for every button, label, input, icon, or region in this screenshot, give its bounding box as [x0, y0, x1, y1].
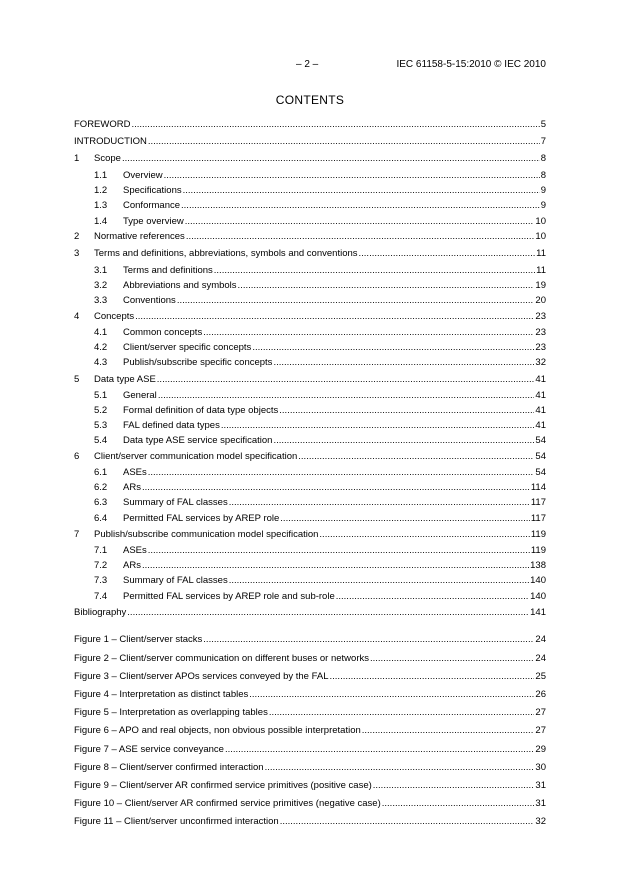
toc-entry-page: 5	[540, 119, 546, 130]
toc-entry-label: ASEs	[123, 467, 147, 478]
toc-entry[interactable]	[74, 545, 546, 556]
figure-entry-page: 29	[535, 744, 546, 755]
toc-entry-page: 119	[530, 545, 546, 556]
toc-entry[interactable]	[74, 607, 546, 618]
dot-leader	[273, 357, 534, 368]
dot-leader	[280, 513, 530, 524]
dot-leader	[269, 707, 535, 718]
dot-leader	[185, 216, 535, 227]
toc-entry-number: 3	[74, 248, 80, 259]
toc-entry-page: 114	[530, 482, 546, 493]
dot-leader	[280, 816, 535, 827]
dot-leader	[148, 467, 535, 478]
toc-entry-page: 23	[535, 327, 546, 338]
toc-entry-label: Permitted FAL services by AREP role	[123, 513, 280, 524]
figure-entry-page: 27	[535, 707, 546, 718]
toc-entry-number: 1.4	[94, 216, 108, 227]
dot-leader	[142, 560, 529, 571]
contents-title: CONTENTS	[275, 93, 345, 107]
toc-entry-page: 9	[540, 200, 546, 211]
figure-entry-page: 26	[535, 689, 546, 700]
toc-entry-number: 7	[74, 529, 80, 540]
toc-entry-number: 1.2	[94, 185, 108, 196]
toc-entry-number: 4.2	[94, 342, 108, 353]
dot-leader	[142, 482, 530, 493]
dot-leader	[229, 497, 530, 508]
page-header	[0, 59, 620, 73]
figure-entry[interactable]	[74, 653, 546, 664]
toc-entry[interactable]	[74, 216, 546, 227]
toc-entry-label: Client/server communication model specification	[94, 451, 298, 462]
toc-entry-number: 6.3	[94, 497, 108, 508]
toc-entry[interactable]	[74, 200, 546, 211]
toc-entry-number: 3.1	[94, 265, 108, 276]
toc-entry-label: Data type ASE	[94, 374, 156, 385]
toc-entry-label: General	[123, 390, 157, 401]
toc-entry[interactable]	[74, 513, 546, 524]
toc-entry[interactable]	[74, 591, 546, 602]
toc-entry-number: 5	[74, 374, 80, 385]
dot-leader	[362, 725, 535, 736]
toc-entry-label: Overview	[123, 170, 163, 181]
figure-entry[interactable]	[74, 689, 546, 700]
figure-entry-label: Figure 4 – Interpretation as distinct tables	[74, 689, 249, 700]
dot-leader	[148, 545, 530, 556]
figure-entry-page: 24	[535, 634, 546, 645]
figure-entry-page: 25	[535, 671, 546, 682]
toc-entry-number: 4.1	[94, 327, 108, 338]
toc-entry-number: 7.3	[94, 575, 108, 586]
toc-entry-page: 54	[535, 435, 546, 446]
toc-entry-number: 5.3	[94, 420, 108, 431]
figure-entry[interactable]	[74, 744, 546, 755]
toc-entry-label: FAL defined data types	[123, 420, 220, 431]
dot-leader	[164, 170, 540, 181]
figure-entry-page: 31	[535, 798, 546, 809]
toc-entry-number: 7.4	[94, 591, 108, 602]
toc-entry-page: 141	[530, 607, 546, 618]
figure-entry-page: 24	[535, 653, 546, 664]
toc-entry-label: Conventions	[123, 295, 176, 306]
dot-leader	[225, 744, 534, 755]
toc-entry-page: 117	[530, 513, 546, 524]
toc-entry[interactable]	[74, 497, 546, 508]
toc-entry-number: 7.2	[94, 560, 108, 571]
toc-entry-page: 140	[530, 591, 546, 602]
figure-entry-label: Figure 2 – Client/server communication on different buses or networks	[74, 653, 369, 664]
dot-leader	[148, 136, 540, 147]
toc-entry[interactable]	[74, 529, 546, 540]
dot-leader	[370, 653, 534, 664]
toc-entry[interactable]	[74, 311, 546, 322]
toc-entry[interactable]	[74, 248, 546, 259]
dot-leader	[252, 342, 534, 353]
toc-entry-number: 6.1	[94, 467, 108, 478]
dot-leader	[181, 200, 540, 211]
figure-entry-label: Figure 3 – Client/server APOs services conveyed by the FAL	[74, 671, 329, 682]
figure-entry[interactable]	[74, 762, 546, 773]
toc-entry-label: Specifications	[123, 185, 182, 196]
toc-entry-label: Publish/subscribe communication model specification	[94, 529, 319, 540]
toc-entry-label: Normative references	[94, 231, 185, 242]
toc-entry-number: 2	[74, 231, 80, 242]
figure-entry-page: 30	[535, 762, 546, 773]
toc-entry[interactable]	[74, 435, 546, 446]
toc-entry-label: Terms and definitions	[123, 265, 213, 276]
toc-entry-page: 11	[536, 265, 546, 276]
toc-entry-label: Summary of FAL classes	[123, 575, 228, 586]
toc-entry-number: 4	[74, 311, 80, 322]
dot-leader	[249, 689, 534, 700]
toc-entry[interactable]	[74, 327, 546, 338]
toc-entry-label: Scope	[94, 153, 121, 164]
figure-entry-label: Figure 9 – Client/server AR confirmed service primitives (positive case)	[74, 780, 372, 791]
toc-entry[interactable]	[74, 119, 546, 130]
toc-entry-number: 1.1	[94, 170, 108, 181]
toc-entry-page: 119	[530, 529, 546, 540]
toc-entry-label: FOREWORD	[74, 119, 131, 130]
figure-entry-label: Figure 8 – Client/server confirmed interaction	[74, 762, 264, 773]
figure-entry[interactable]	[74, 816, 546, 827]
toc-entry-label: ARs	[123, 482, 141, 493]
toc-entry-label: Abbreviations and symbols	[123, 280, 237, 291]
figure-entry-label: Figure 7 – ASE service conveyance	[74, 744, 224, 755]
figure-entry[interactable]	[74, 780, 546, 791]
toc-entry-page: 54	[535, 467, 546, 478]
toc-entry-page: 10	[535, 231, 546, 242]
toc-entry-page: 54	[535, 451, 546, 462]
figure-entry-page: 31	[535, 780, 546, 791]
figure-entry-label: Figure 6 – APO and real objects, non obvious possible interpretation	[74, 725, 361, 736]
figure-entry-label: Figure 11 – Client/server unconfirmed interaction	[74, 816, 279, 827]
dot-leader	[229, 575, 529, 586]
toc-entry[interactable]	[74, 153, 546, 164]
toc-entry-page: 117	[530, 497, 546, 508]
toc-entry[interactable]	[74, 342, 546, 353]
dot-leader	[319, 529, 529, 540]
dot-leader	[382, 798, 535, 809]
toc-entry-number: 5.1	[94, 390, 108, 401]
figure-entry-label: Figure 10 – Client/server AR confirmed service primitives (negative case)	[74, 798, 381, 809]
toc-entry-page: 11	[536, 248, 546, 259]
toc-entry-page: 32	[535, 357, 546, 368]
figure-entry[interactable]	[74, 725, 546, 736]
figure-entry[interactable]	[74, 634, 546, 645]
toc-entry-label: Concepts	[94, 311, 135, 322]
dot-leader	[158, 390, 535, 401]
toc-entry-number: 7.1	[94, 545, 108, 556]
dot-leader	[127, 607, 529, 618]
toc-entry-number: 6.4	[94, 513, 108, 524]
dot-leader	[186, 231, 535, 242]
toc-entry-page: 138	[530, 560, 546, 571]
toc-entry[interactable]	[74, 357, 546, 368]
toc-entry-label: ASEs	[123, 545, 147, 556]
dot-leader	[203, 327, 534, 338]
toc-entry-page: 140	[530, 575, 546, 586]
dot-leader	[203, 634, 534, 645]
toc-entry-number: 6	[74, 451, 80, 462]
dot-leader	[122, 153, 540, 164]
figure-entry-label: Figure 1 – Client/server stacks	[74, 634, 203, 645]
figure-entry[interactable]	[74, 798, 546, 809]
toc-entry-page: 41	[535, 405, 546, 416]
toc-entry[interactable]	[74, 265, 546, 276]
dot-leader	[336, 591, 529, 602]
dot-leader	[265, 762, 535, 773]
toc-entry-label: Summary of FAL classes	[123, 497, 228, 508]
dot-leader	[214, 265, 535, 276]
toc-entry-page: 20	[535, 295, 546, 306]
toc-entry-page: 9	[540, 185, 546, 196]
toc-entry-label: INTRODUCTION	[74, 136, 147, 147]
dot-leader	[238, 280, 535, 291]
dot-leader	[330, 671, 535, 682]
dot-leader	[298, 451, 534, 462]
dot-leader	[157, 374, 535, 385]
toc-entry-label: Formal definition of data type objects	[123, 405, 279, 416]
toc-entry-label: ARs	[123, 560, 141, 571]
toc-entry-label: Terms and definitions, abbreviations, symbols and conventions	[94, 248, 358, 259]
dot-leader	[359, 248, 536, 259]
toc-entry-number: 5.4	[94, 435, 108, 446]
toc-entry-label: Data type ASE service specification	[123, 435, 273, 446]
toc-entry-page: 8	[540, 153, 546, 164]
dot-leader	[183, 185, 540, 196]
toc-entry[interactable]	[74, 560, 546, 571]
figure-entry-page: 27	[535, 725, 546, 736]
toc-entry[interactable]	[74, 231, 546, 242]
figure-entry[interactable]	[74, 671, 546, 682]
toc-entry-page: 41	[535, 390, 546, 401]
toc-entry[interactable]	[74, 405, 546, 416]
dot-leader	[177, 295, 535, 306]
toc-entry[interactable]	[74, 136, 546, 147]
toc-entry-page: 8	[540, 170, 546, 181]
toc-entry-number: 1.3	[94, 200, 108, 211]
toc-entry-label: Common concepts	[123, 327, 203, 338]
toc-entry[interactable]	[74, 170, 546, 181]
toc-entry-label: Conformance	[123, 200, 181, 211]
dot-leader	[279, 405, 534, 416]
toc-entry-page: 10	[535, 216, 546, 227]
toc-entry-page: 23	[535, 311, 546, 322]
toc-entry[interactable]	[74, 467, 546, 478]
toc-entry-label: Client/server specific concepts	[123, 342, 252, 353]
toc-entry-number: 4.3	[94, 357, 108, 368]
toc-entry-number: 5.2	[94, 405, 108, 416]
toc-entry[interactable]	[74, 451, 546, 462]
figure-entry-page: 32	[535, 816, 546, 827]
dot-leader	[373, 780, 535, 791]
toc-entry[interactable]	[74, 185, 546, 196]
toc-entry-number: 3.3	[94, 295, 108, 306]
toc-entry[interactable]	[74, 420, 546, 431]
dot-leader	[135, 311, 534, 322]
dot-leader	[131, 119, 539, 130]
toc-entry-page: 41	[535, 420, 546, 431]
toc-entry-number: 1	[74, 153, 80, 164]
toc-entry[interactable]	[74, 390, 546, 401]
dot-leader	[221, 420, 535, 431]
toc-entry-page: 7	[540, 136, 546, 147]
dot-leader	[273, 435, 534, 446]
toc-entry[interactable]	[74, 374, 546, 385]
toc-entry[interactable]	[74, 295, 546, 306]
toc-entry[interactable]	[74, 280, 546, 291]
toc-entry-label: Type overview	[123, 216, 184, 227]
toc-entry-label: Permitted FAL services by AREP role and sub-role	[123, 591, 335, 602]
toc-entry-page: 41	[535, 374, 546, 385]
toc-entry-number: 6.2	[94, 482, 108, 493]
toc-entry-page: 23	[535, 342, 546, 353]
page-number: – 2 –	[296, 59, 319, 70]
toc-entry[interactable]	[74, 575, 546, 586]
toc-entry-label: Publish/subscribe specific concepts	[123, 357, 273, 368]
figure-entry-label: Figure 5 – Interpretation as overlapping tables	[74, 707, 268, 718]
toc-entry-page: 19	[535, 280, 546, 291]
standard-reference: IEC 61158-5-15:2010 © IEC 2010	[396, 59, 546, 70]
figure-entry[interactable]	[74, 707, 546, 718]
toc-entry[interactable]	[74, 482, 546, 493]
toc-entry-number: 3.2	[94, 280, 108, 291]
toc-entry-label: Bibliography	[74, 607, 127, 618]
